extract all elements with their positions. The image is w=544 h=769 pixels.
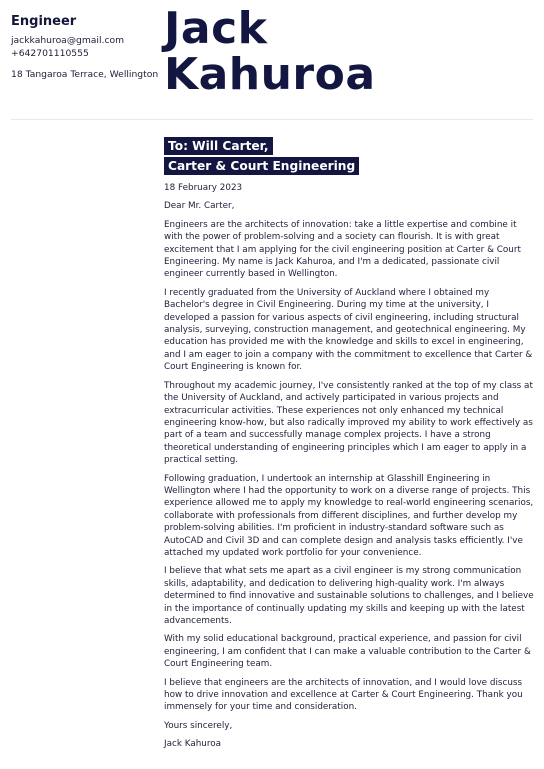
phone-text: +642701110555: [11, 48, 89, 59]
recipient-line-1: To: Will Carter,: [164, 137, 273, 155]
contact-sidebar: [11, 14, 161, 80]
paragraph-6: With my solid educational background, practical experience, and passion for civil engineering, I am confident that I can make a valuable contribution to the Carter & Court Engineering team.: [164, 634, 531, 670]
recipient-line-2: Carter & Court Engineering: [164, 157, 359, 175]
paragraph-1: Engineers are the architects of innovation: take a little expertise and combine it with the power of problem-solving and a society can flourish. It is with great excitement that I am applying for the civil engineering position at Carter & Court Engineering. My name is Jack Kahuroa, and I'm a dedicated, passionate civil engineer currently based in Wellington.: [164, 219, 521, 280]
paragraph-2: I recently graduated from the University of Auckland where I obtained my Bachelor's degree in Civil Engineering. During my time at the university, I developed a passion for various aspects of civil engineering, including structural analysis, surveying, construction management, and geotechnical engineering. My education has provided me with the knowledge and skills to excel in engineering, and I am eager to join a company with the commitment to excellence that Carter & Court Engineering is known for.: [164, 287, 533, 373]
paragraph-3: Throughout my academic journey, I've consistently ranked at the top of my class at the University of Auckland, and actively participated in various projects and extracurricular activities. These experiences not only enhanced my technical engineering know-how, but also radically improved my ability to work effectively as part of a team and successfully manage complex projects. I have a strong theoretical understanding of engineering principles which I am eager to apply in a practical setting.: [164, 380, 533, 466]
signature: Jack Kahuroa: [164, 739, 222, 750]
applicant-name: [164, 3, 376, 100]
paragraph-5: I believe that what sets me apart as a civil engineer is my strong communication skills, adaptability, and dedication to delivering high-quality work. I'm always determined to find innovative and sustainable solutions to challenges, and I believe in the importance of continually updating my skills and keeping up with the latest advancements.: [164, 566, 534, 626]
job-title: Engineer: [11, 14, 77, 29]
address-text: 18 Tangaroa Terrace, Wellington: [11, 69, 159, 80]
paragraph-4: Following graduation, I undertook an internship at Glasshill Engineering in Wellington where I had the opportunity to work on a diverse range of projects. This experience allowed me to apply my knowledge to real-world engineering scenarios, collaborate with professionals from different disciplines, and further develop my problem-solving abilities. I'm proficient in industry-standard software such as AutoCAD and Civil 3D and can complete design and analysis tasks efficiently. I've attached my updated work portfolio for your convenience.: [164, 473, 534, 558]
paragraph-7: I believe that engineers are the architects of innovation, and I would love discuss how to drive innovation and excellence at Carter & Court Engineering. Thank you immensely for your time and consideration.: [164, 677, 523, 713]
letter-date: 18 February 2023: [164, 183, 243, 193]
recipient-block: [164, 135, 359, 175]
closing: Yours sincerely,: [164, 720, 233, 731]
first-name: Jack: [164, 3, 268, 54]
header-divider: [11, 119, 533, 120]
salutation: Dear Mr. Carter,: [164, 201, 235, 212]
last-name: Kahuroa: [164, 49, 376, 100]
email-text: jackkahuroa@gmail.com: [11, 35, 125, 46]
letter-body: [164, 182, 536, 757]
